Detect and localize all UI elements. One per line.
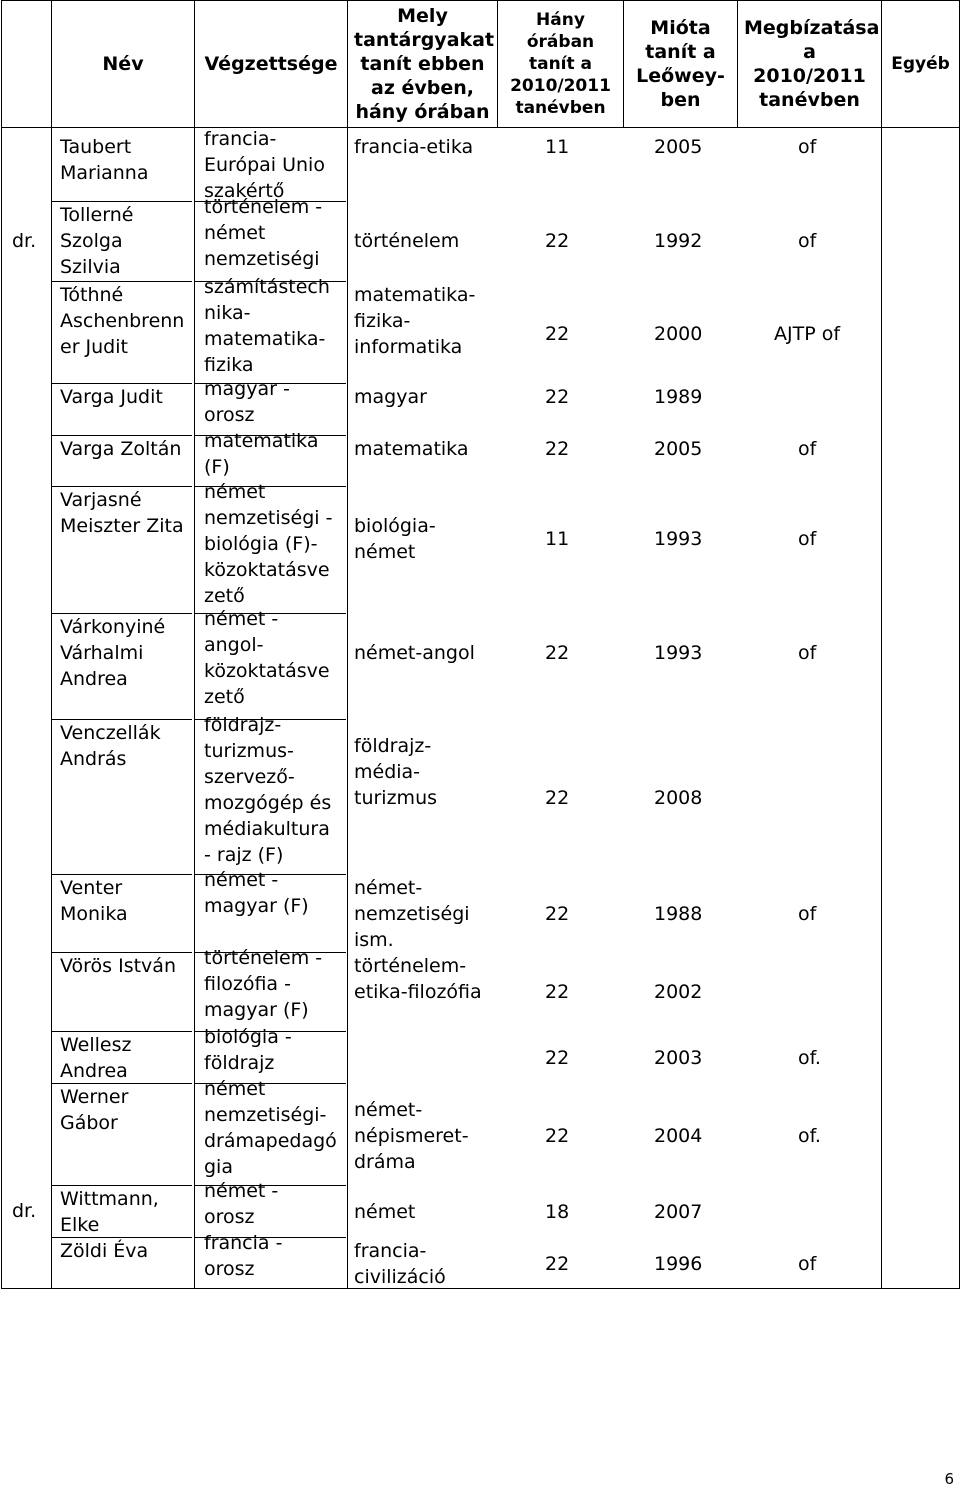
subject-line: német xyxy=(354,541,416,563)
subject-line: német- xyxy=(354,877,423,899)
education-line: matematika xyxy=(204,430,319,452)
subject-line: média- xyxy=(354,761,421,783)
hours-value: 22 xyxy=(545,903,570,925)
education-line: német - xyxy=(204,869,279,891)
hours-value: 22 xyxy=(545,981,570,1003)
person-name-line: Zöldi Éva xyxy=(60,1240,149,1262)
assignment-value: of. xyxy=(798,1125,821,1147)
assignment-value: of xyxy=(798,438,817,460)
education-line: - rajz (F) xyxy=(204,844,284,866)
education-line: földrajz- xyxy=(204,714,282,736)
person-name-line: Werner xyxy=(60,1086,129,1108)
since-year: 1992 xyxy=(654,230,703,252)
subject-line: informatika xyxy=(354,336,463,358)
hours-value: 22 xyxy=(545,642,570,664)
education-line: biológia (F)- xyxy=(204,533,318,555)
person-name-line: Taubert xyxy=(60,136,132,158)
subject-line: matematika xyxy=(354,438,469,460)
subject-line: fizika- xyxy=(354,310,411,332)
education-line: nemzetiségi- xyxy=(204,1104,327,1126)
person-name-line: Várkonyiné xyxy=(60,616,166,638)
since-year: 1996 xyxy=(654,1253,703,1275)
since-year: 2008 xyxy=(654,787,703,809)
education-line: történelem - xyxy=(204,947,323,969)
body-row xyxy=(2,128,960,1289)
subject-line: dráma xyxy=(354,1151,416,1173)
hours-value: 22 xyxy=(545,1253,570,1275)
education-line: közoktatásve xyxy=(204,660,330,682)
education-line: orosz xyxy=(204,1206,255,1228)
person-name-line: Szolga xyxy=(60,230,123,252)
education-line: német xyxy=(204,1078,266,1100)
hours-value: 11 xyxy=(545,528,570,550)
since-year: 2003 xyxy=(654,1047,703,1069)
assignment-value: of xyxy=(798,230,817,252)
person-name-line: András xyxy=(60,748,127,770)
education-line: német xyxy=(204,481,266,503)
person-name-line: Venczellák xyxy=(60,722,161,744)
hours-value: 22 xyxy=(545,323,570,345)
person-name-line: Varjasné xyxy=(60,489,142,511)
hours-value: 22 xyxy=(545,787,570,809)
assignment-value: of. xyxy=(798,1047,821,1069)
person-name-line: Vörös István xyxy=(60,955,176,977)
subject-line: német xyxy=(354,1201,416,1223)
subject-line: turizmus xyxy=(354,787,438,809)
subject-line: földrajz- xyxy=(354,735,432,757)
subject-line: német-angol xyxy=(354,642,475,664)
education-line: filozófia - xyxy=(204,973,291,995)
person-name-line: Meiszter Zita xyxy=(60,515,184,537)
person-name-line: er Judit xyxy=(60,336,128,358)
education-line: mozgógép és xyxy=(204,792,332,814)
subject-line: történelem- xyxy=(354,955,467,977)
person-name-line: Marianna xyxy=(60,162,149,184)
since-year: 2004 xyxy=(654,1125,703,1147)
hours-value: 18 xyxy=(545,1201,570,1223)
education-line: francia- xyxy=(204,128,277,150)
title-prefix: dr. xyxy=(12,230,37,252)
prefix-column xyxy=(2,128,52,1289)
assignment-value: of xyxy=(798,1253,817,1275)
person-name-line: Szilvia xyxy=(60,256,121,278)
person-name-line: Elke xyxy=(60,1214,100,1236)
education-line: szakértő xyxy=(204,180,285,202)
education-line: fizika xyxy=(204,354,254,376)
education-line: biológia - xyxy=(204,1026,292,1048)
person-name-line: Andrea xyxy=(60,1060,128,1082)
person-name-line: Monika xyxy=(60,903,128,925)
since-year: 2005 xyxy=(654,136,703,158)
header-row xyxy=(2,1,960,128)
education-line: turizmus- xyxy=(204,740,294,762)
subject-line: ism. xyxy=(354,929,394,951)
education-line: matematika- xyxy=(204,328,326,350)
education-line: zető xyxy=(204,585,245,607)
education-line: francia - xyxy=(204,1232,283,1254)
subject-line: civilizáció xyxy=(354,1266,446,1288)
education-line: médiakultura xyxy=(204,818,330,840)
education-line: német xyxy=(204,222,266,244)
education-line: nemzetiségi xyxy=(204,248,320,270)
education-line: közoktatásve xyxy=(204,559,330,581)
assignment-value: AJTP of xyxy=(774,323,841,345)
education-line: magyar (F) xyxy=(204,999,309,1021)
header-other: Egyéb xyxy=(882,1,960,128)
subject-line: magyar xyxy=(354,386,427,408)
education-line: szervező- xyxy=(204,766,295,788)
hours-value: 22 xyxy=(545,230,570,252)
since-year: 1993 xyxy=(654,642,703,664)
education-line: számítástech xyxy=(204,276,330,298)
since-year: 1988 xyxy=(654,903,703,925)
subject-line: francia-etika xyxy=(354,136,474,158)
header-prefix xyxy=(2,1,52,128)
header-since: Mióta tanít a Leőwey- ben xyxy=(624,1,738,128)
hours-value: 22 xyxy=(545,1047,570,1069)
hours-value: 22 xyxy=(545,1125,570,1147)
subject-line: biológia- xyxy=(354,515,436,537)
education-line: Európai Unio xyxy=(204,154,325,176)
person-name-line: Wittmann, xyxy=(60,1188,159,1210)
title-prefix: dr. xyxy=(12,1200,37,1222)
education-line: nemzetiségi - xyxy=(204,507,333,529)
hours-value: 22 xyxy=(545,386,570,408)
education-line: magyar - xyxy=(204,378,290,400)
person-name-line: Varga Judit xyxy=(60,386,163,408)
since-year: 2002 xyxy=(654,981,703,1003)
person-name-line: Gábor xyxy=(60,1112,118,1134)
since-year: 2000 xyxy=(654,323,703,345)
person-name-line: Andrea xyxy=(60,668,128,690)
other-column xyxy=(882,128,960,1289)
education-line: angol- xyxy=(204,634,264,656)
subject-line: népismeret- xyxy=(354,1125,469,1147)
education-line: nika- xyxy=(204,302,251,324)
person-name-line: Várhalmi xyxy=(60,642,144,664)
education-line: földrajz xyxy=(204,1052,275,1074)
since-year: 2007 xyxy=(654,1201,703,1223)
hours-value: 22 xyxy=(545,438,570,460)
education-line: magyar (F) xyxy=(204,895,309,917)
subject-line: nemzetiségi xyxy=(354,903,470,925)
education-line: zető xyxy=(204,686,245,708)
education-line: német - xyxy=(204,1180,279,1202)
person-name-line: Wellesz xyxy=(60,1034,132,1056)
person-name-line: Tollerné xyxy=(60,204,134,226)
header-assignment: Megbízatása a 2010/2011 tanévben xyxy=(738,1,882,128)
education-line: gia xyxy=(204,1156,233,1178)
education-line: drámapedagó xyxy=(204,1130,337,1152)
person-name-line: Aschenbrenn xyxy=(60,310,185,332)
since-year: 1989 xyxy=(654,386,703,408)
since-year: 1993 xyxy=(654,528,703,550)
header-subjects: Mely tantárgyakat tanít ebben az évben, hány órában xyxy=(348,1,498,128)
education-line: orosz xyxy=(204,404,255,426)
education-line: történelem - xyxy=(204,196,323,218)
assignment-value: of xyxy=(798,136,817,158)
person-name-line: Varga Zoltán xyxy=(60,438,182,460)
header-education: Végzettsége xyxy=(195,1,348,128)
person-name-line: Tóthné xyxy=(60,284,124,306)
since-year: 2005 xyxy=(654,438,703,460)
education-line: (F) xyxy=(204,456,230,478)
assignment-value: of xyxy=(798,903,817,925)
education-line: orosz xyxy=(204,1258,255,1280)
subject-line: matematika- xyxy=(354,284,476,306)
subject-line: német- xyxy=(354,1099,423,1121)
assignment-value: of xyxy=(798,642,817,664)
header-name: Név xyxy=(52,1,195,128)
subject-line: történelem xyxy=(354,230,460,252)
page-number: 6 xyxy=(944,1470,954,1488)
subject-line: francia- xyxy=(354,1240,427,1262)
subject-line: etika-filozófia xyxy=(354,981,482,1003)
education-line: német - xyxy=(204,608,279,630)
header-hours: Hány órában tanít a 2010/2011 tanévben xyxy=(498,1,624,128)
assignment-value: of xyxy=(798,528,817,550)
hours-value: 11 xyxy=(545,136,570,158)
person-name-line: Venter xyxy=(60,877,123,899)
